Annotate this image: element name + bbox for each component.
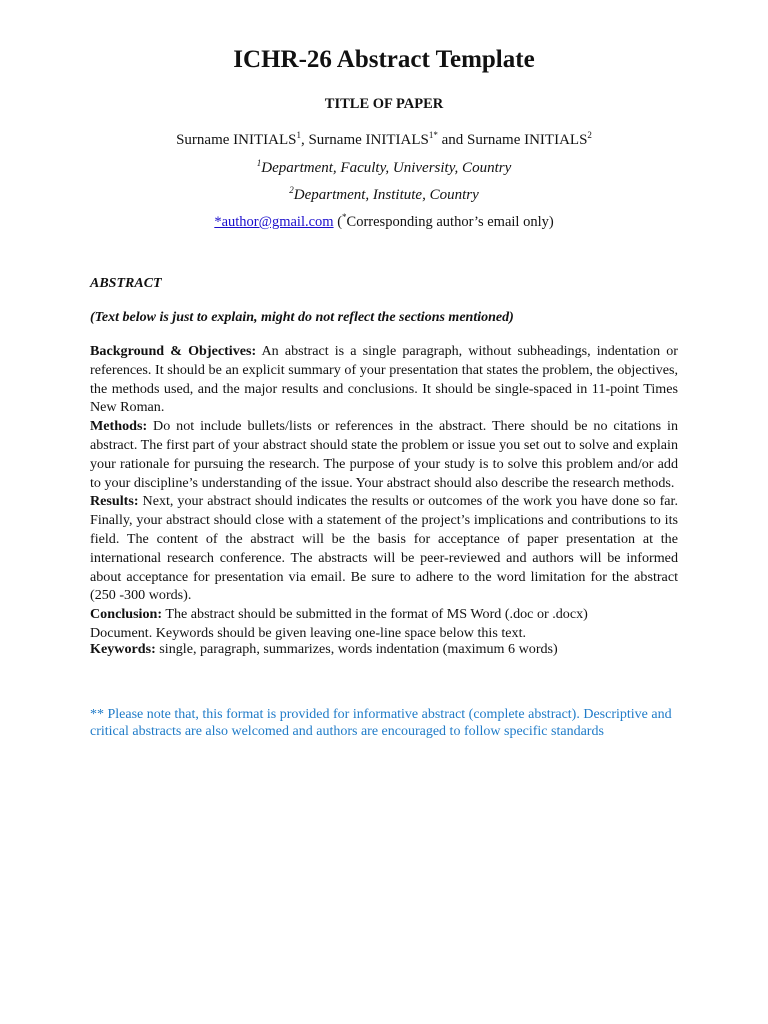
author-1-name: Surname INITIALS <box>176 132 297 148</box>
background-label: Background & Objectives: <box>90 343 257 359</box>
author-2-superscript: 1* <box>428 130 438 140</box>
abstract-body <box>90 342 678 643</box>
author-1-superscript: 1 <box>296 130 301 140</box>
format-note: ** Please note that, this format is provided for informative abstract (complete abstract). Descriptive and critical abstracts are also welcomed and authors are encouraged to follow specific standards <box>90 707 672 739</box>
author-3-name: Surname INITIALS <box>467 132 588 148</box>
affiliation-1 <box>90 160 678 177</box>
email-note-open: ( <box>333 214 343 230</box>
document-title: ICHR-26 Abstract Template <box>233 46 535 73</box>
keywords-text: single, paragraph, summarizes, words indentation (maximum 6 words) <box>155 641 558 657</box>
affiliation-2-text: Department, Institute, Country <box>293 187 479 203</box>
author-2-name: Surname INITIALS <box>308 132 429 148</box>
affiliation-1-superscript: 1 <box>256 158 262 168</box>
keywords-label: Keywords: <box>90 641 156 657</box>
author-separator-1: , <box>300 132 309 148</box>
affiliation-2 <box>90 187 678 204</box>
background-paragraph <box>90 342 678 417</box>
abstract-heading: ABSTRACT <box>90 276 162 291</box>
conclusion-label: Conclusion: <box>90 606 163 623</box>
methods-text: Do not include bullets/lists or references in the abstract. There should be no citations in abstract. The first part of your abstract should state the problem or issue you set out to solve and explain your rationale for pursuing the research. The purpose of your study is to solve this problem and/or add to your discipline’s understanding of the issue. Your abstract should also describe the research methods. <box>90 418 678 491</box>
paper-title: TITLE OF PAPER <box>324 96 444 112</box>
explain-note: (Text below is just to explain, might do not reflect the sections mentioned) <box>90 310 514 325</box>
author-line <box>90 132 678 149</box>
results-label: Results: <box>90 493 139 510</box>
keywords-line <box>90 641 678 658</box>
email-link[interactable]: *author@gmail.com <box>214 214 334 230</box>
methods-paragraph <box>90 417 678 492</box>
conclusion-paragraph <box>90 605 678 624</box>
affiliation-2-superscript: 2 <box>289 185 294 195</box>
author-separator-2: and <box>437 132 468 148</box>
results-text: Next, your abstract should indicates the results or outcomes of the work you have done so far. Finally, your abstract should close with a statement of the project’s implications and contributions to its field. The content of the abstract will be the basis for acceptance of paper presentation at the international research conference. The abstracts will be peer-reviewed and authors will be informed about acceptance for presentation via email. Be sure to adhere to the word limitation for the abstract (250 -300 words). <box>90 493 678 604</box>
conclusion-text: The abstract should be submitted in the format of MS Word (.doc or .docx) <box>162 606 588 623</box>
document-line: Document. Keywords should be given leaving one-line space below this text. <box>90 624 527 641</box>
affiliation-1-text: Department, Faculty, University, Country <box>261 160 512 176</box>
methods-label: Methods: <box>90 418 148 435</box>
email-note-superscript: * <box>342 212 347 223</box>
results-paragraph <box>90 492 678 605</box>
email-note-text: Corresponding author’s email only) <box>346 214 554 230</box>
email-line <box>90 214 678 231</box>
background-text: An abstract is a single paragraph, without subheadings, indentation or references. It should be an explicit summary of your presentation that states the problem, the objectives, the methods used, and the major results and conclusions. It should be single-spaced in 11-point Times New Roman. <box>90 343 678 416</box>
author-3-superscript: 2 <box>587 130 592 140</box>
